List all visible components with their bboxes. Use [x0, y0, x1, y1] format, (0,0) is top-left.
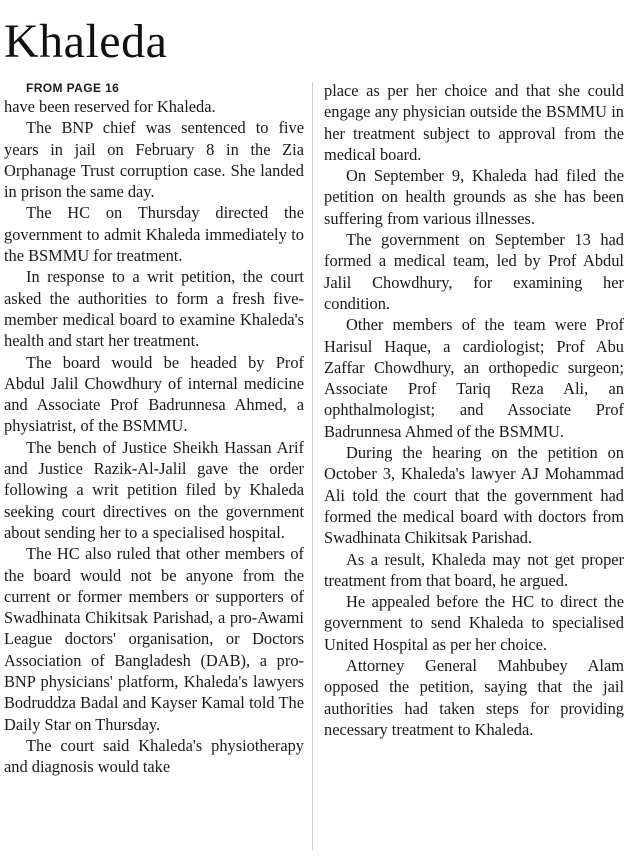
headline: Khaleda: [4, 15, 168, 68]
jump-label: FROM PAGE 16: [26, 81, 120, 95]
paragraph: place as per her choice and that she could engage any physician outside the BSMMU in her treatment subject to approval from the medical board.: [324, 81, 624, 164]
column-divider: [312, 82, 313, 850]
paragraph: The HC also ruled that other members of the board would not be anyone from the current or former members or supporters of Swadhinata Chikitsak Parishad, a pro-Awami League doctors' organisation, or Doctors Association of Bangladesh (DAB), a pro-BNP physicians' platform, Khaleda's lawyers Bodruddza Badal and Kayser Kamal told The Daily Star on Thursday.: [4, 544, 304, 734]
paragraph: The bench of Justice Sheikh Hassan Arif and Justice Razik-Al-Jalil gave the order following a writ petition filed by Khaleda seeking court directives on the government about sending her to a specialised hospital.: [4, 437, 304, 542]
paragraph: On September 9, Khaleda had filed the petition on health grounds as she has been suffering from various illnesses.: [324, 166, 624, 228]
paragraph: As a result, Khaleda may not get proper treatment from that board, he argued.: [324, 549, 624, 590]
paragraph: The court said Khaleda's physiotherapy and diagnosis would take: [4, 735, 304, 777]
paragraph: The board would be headed by Prof Abdul Jalil Chowdhury of internal medicine and Associate Prof Badrunnesa Ahmed, a physiatrist, of the BSMMU.: [4, 352, 304, 436]
paragraph: The BNP chief was sentenced to five years in jail on February 8 in the Zia Orphanage Trust corruption case. She landed in prison the same day.: [4, 118, 304, 202]
paragraph: In response to a writ petition, the court asked the authorities to form a fresh five-member medical board to examine Khaleda's health and start her treatment.: [4, 267, 304, 351]
paragraph: The government on September 13 had formed a medical team, led by Prof Abdul Jalil Chowdhury, for examining her condition.: [324, 230, 624, 313]
paragraph: The HC on Thursday directed the government to admit Khaleda immediately to the BSMMU for treatment.: [4, 203, 304, 266]
right-column: [324, 80, 624, 740]
paragraph: have been reserved for Khaleda.: [4, 97, 216, 116]
paragraph: During the hearing on the petition on October 3, Khaleda's lawyer AJ Mohammad Ali told the court that the government had formed the medical board with doctors from Swadhinata Chikitsak Parishad.: [324, 443, 624, 548]
left-column: [4, 80, 304, 778]
paragraph: He appealed before the HC to direct the government to send Khaleda to specialised United Hospital as per her choice.: [324, 592, 624, 654]
paragraph: Attorney General Mahbubey Alam opposed the petition, saying that the jail authorities had taken steps for providing necessary treatment to Khaleda.: [324, 656, 624, 739]
paragraph: Other members of the team were Prof Harisul Haque, a cardiologist; Prof Abu Zaffar Chowdhury, an orthopedic surgeon; Associate Prof Tariq Reza Ali, an ophthalmologist; and Associate Prof Badrunnesa Ahmed of the BSMMU.: [324, 315, 624, 441]
